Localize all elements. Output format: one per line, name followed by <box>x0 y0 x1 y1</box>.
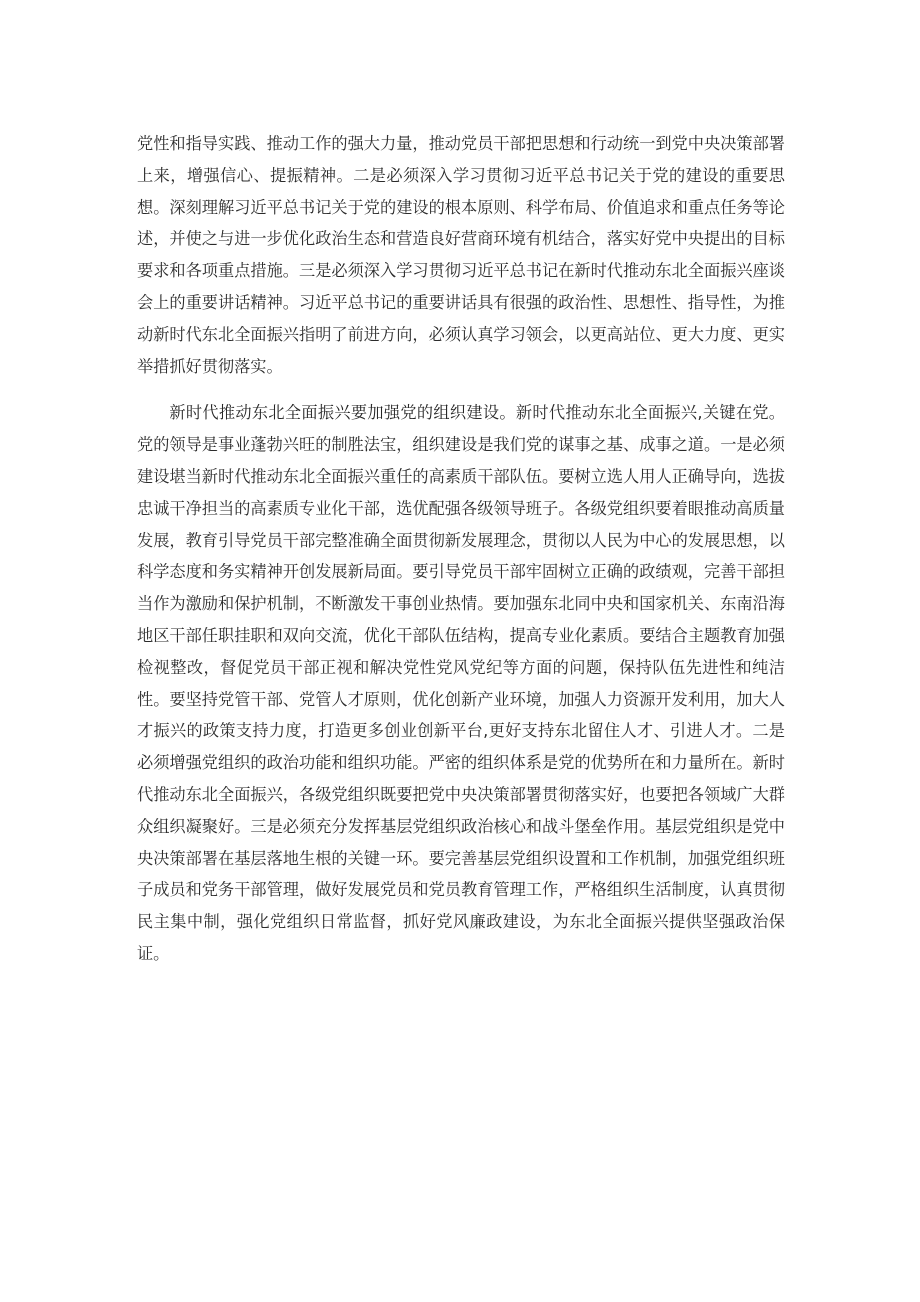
paragraph-continued <box>137 128 785 382</box>
paragraph-organization-building <box>137 397 785 969</box>
paragraph-text: 新时代推动东北全面振兴,关键在党。党的领导是事业蓬勃兴旺的制胜法宝，组织建设是我们党的谋事之基、成事之道。一是必须建设堪当新时代推动东北全面振兴重任的高素质干部队伍。要树立选人用人正确导向，选拔忠诚干净担当的高素质专业化干部，选优配强各级领导班子。各级党组织要着眼推动高质量发展，教育引导党员干部完整准确全面贯彻新发展理念，贯彻以人民为中心的发展思想，以科学态度和务实精神开创发展新局面。要引导党员干部牢固树立正确的政绩观，完善干部担当作为激励和保护机制，不断激发干事创业热情。要加强东北同中央和国家机关、东南沿海地区干部任职挂职和双向交流，优化干部队伍结构，提高专业化素质。要结合主题教育加强检视整改，督促党员干部正视和解决党性党风党纪等方面的问题，保持队伍先进性和纯洁性。要坚持党管干部、党管人才原则，优化创新产业环境，加强人力资源开发利用，加大人才振兴的政策支持力度，打造更多创业创新平台,更好支持东北留住人才、引进人才。二是必须增强党组织的政治功能和组织功能。严密的组织体系是党的优势所在和力量所在。新时代推动东北全面振兴，各级党组织既要把党中央决策部署贯彻落实好，也要把各领域广大群众组织凝聚好。三是必须充分发挥基层党组织政治核心和战斗堡垒作用。基层党组织是党中央决策部署在基层落地生根的关键一环。要完善基层党组织设置和工作机制，加强党组织班子成员和党务干部管理，做好发展党员和党员教育管理工作，严格组织生活制度，认真贯彻民主集中制，强化党组织日常监督，抓好党风廉政建设，为东北全面振兴提供坚强政治保证。 <box>137 403 785 963</box>
document-body <box>137 128 785 970</box>
paragraph-lead-sentence: 新时代推动东北全面振兴要加强党的组织建设。 <box>169 403 516 423</box>
paragraph-text: 党性和指导实践、推动工作的强大力量，推动党员干部把思想和行动统一到党中央决策部署上来，增强信心、提振精神。二是必须深入学习贯彻习近平总书记关于党的建设的重要思想。深刻理解习近平总书记关于党的建设的根本原则、科学布局、价值追求和重点任务等论述，并使之与进一步优化政治生态和营造良好营商环境有机结合，落实好党中央提出的目标要求和各项重点措施。三是必须深入学习贯彻习近平总书记在新时代推动东北全面振兴座谈会上的重要讲话精神。习近平总书记的重要讲话具有很强的政治性、思想性、指导性，为推动新时代东北全面振兴指明了前进方向，必须认真学习领会，以更高站位、更大力度、更实举措抓好贯彻落实。 <box>137 134 785 376</box>
